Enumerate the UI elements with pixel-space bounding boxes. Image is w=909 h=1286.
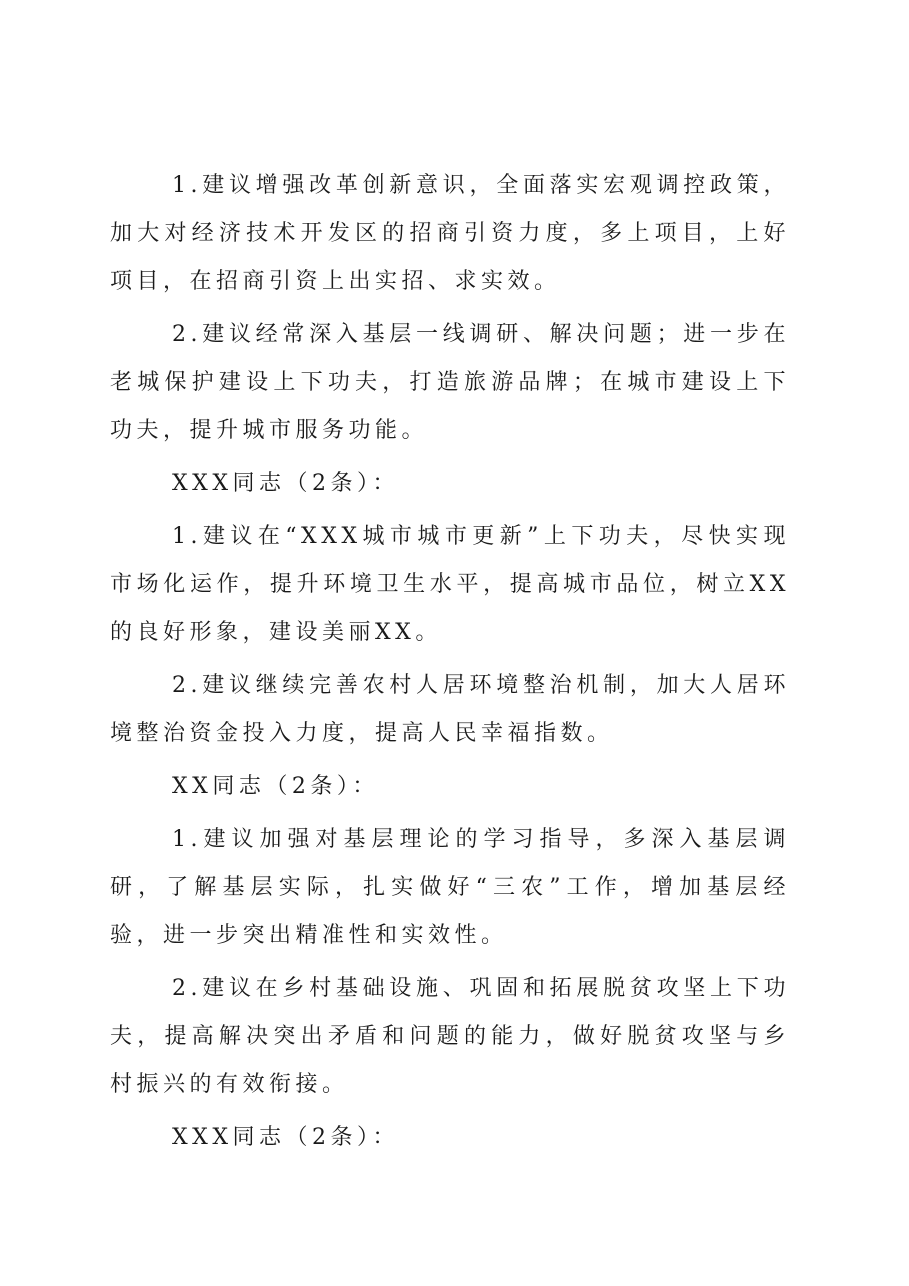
suggestion-paragraph: 2.建议在乡村基础设施、巩固和拓展脱贫攻坚上下功夫，提高解决突出矛盾和问题的能力，做好脱贫攻坚与乡村振兴的有效衔接。 — [110, 976, 790, 1097]
comrade-heading: XXX同志（2条）： — [172, 1125, 399, 1150]
suggestion-paragraph: 2.建议继续完善农村人居环境整治机制，加大人居环境整治资金投入力度，提高人民幸福指数。 — [110, 673, 790, 746]
suggestion-paragraph: 1.建议加强对基层理论的学习指导，多深入基层调研，了解基层实际，扎实做好“三农”工作，增加基层经验，进一步突出精准性和实效性。 — [110, 827, 790, 948]
comrade-heading: XX同志（2条）： — [172, 774, 379, 799]
suggestion-paragraph: 1.建议在“XXX城市城市更新”上下功夫，尽快实现市场化运作，提升环境卫生水平，提高城市品位，树立XX的良好形象，建设美丽XX。 — [110, 524, 790, 645]
comrade-heading: XXX同志（2条）： — [172, 471, 399, 496]
suggestion-paragraph: 2.建议经常深入基层一线调研、解决问题；进一步在老城保护建设上下功夫，打造旅游品牌；在城市建设上下功夫，提升城市服务功能。 — [110, 322, 790, 443]
suggestion-paragraph: 1.建议增强改革创新意识，全面落实宏观调控政策，加大对经济技术开发区的招商引资力度，多上项目，上好项目，在招商引资上出实招、求实效。 — [110, 173, 790, 294]
document-body — [110, 162, 790, 1167]
